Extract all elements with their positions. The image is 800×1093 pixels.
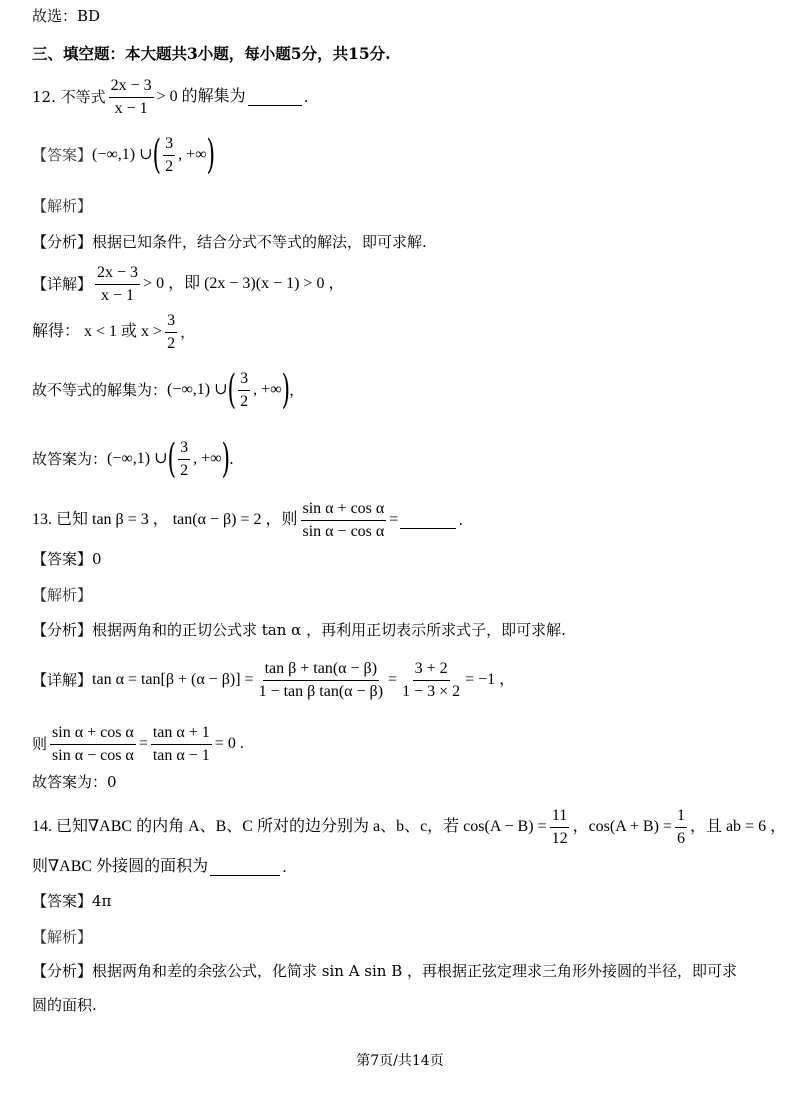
q13-detail-a: tan α = tan[β + (α − β)] = <box>92 671 254 688</box>
frac-den: 2 <box>180 461 189 479</box>
q12-ans-a: (−∞,1) ∪ <box>92 146 153 163</box>
q13-detail-frac2 <box>400 659 462 702</box>
line-prev-answer: 故选：BD <box>32 7 101 25</box>
q12-ans-frac <box>163 134 175 177</box>
q14-prefix: 14. 已知∇ABC 的内角 A、B、C 所对的边分别为 a、b、c，若 cos(A − B) = <box>32 818 547 835</box>
q12-set-frac <box>238 369 250 412</box>
q14-blank <box>210 859 280 876</box>
frac-den: 12 <box>551 829 568 847</box>
frac-num: 3 <box>163 134 175 156</box>
q13-detail-b: = −1 ， <box>465 671 516 688</box>
q13-prefix: 13. 已知 tan β = 3 ， tan(α − β) = 2 ，则 <box>32 511 298 528</box>
q14-answer: 【答案】4π <box>32 892 112 910</box>
q13-then-frac1 <box>50 723 136 766</box>
q12-mid: > 0 的解集为 <box>156 88 246 105</box>
q14-line2 <box>32 857 287 877</box>
q12-detail-b: > 0 ，即 (2x − 3)(x − 1) > 0 ， <box>143 275 345 292</box>
frac-num: 1 <box>675 806 687 828</box>
q12-frac-den: x − 1 <box>114 99 148 117</box>
left-paren-icon: ( <box>167 436 176 482</box>
section-title: 三、填空题：本大题共3小题，每小题5分，共15分. <box>32 44 391 63</box>
page-footer: 第7页/共14页 <box>356 1053 444 1069</box>
q13-then-eq: = <box>138 735 148 752</box>
q12-solve-b: ， <box>180 323 196 341</box>
q13-then-frac2 <box>151 723 212 766</box>
q13-question <box>32 498 463 542</box>
q13-analysis: 【分析】根据两角和的正切公式求 tan α ，再利用正切表示所求式子，即可求解. <box>32 621 566 639</box>
frac-num: 3 <box>165 311 177 333</box>
frac-num: sin α + cos α <box>301 499 387 521</box>
q12-detail <box>32 262 344 306</box>
frac-den: 6 <box>676 829 685 847</box>
detail-label: 【详解】 <box>32 671 93 689</box>
q12-answer <box>32 133 214 177</box>
q14-line2-end: . <box>282 858 287 876</box>
q13-then <box>32 722 244 766</box>
q13-jiexi: 【解析】 <box>32 586 93 604</box>
q13-then-end: = 0 . <box>214 735 244 752</box>
frac-num: tan α + 1 <box>151 723 212 745</box>
q12-question <box>32 77 308 117</box>
q12-fraction <box>109 76 154 119</box>
q12-solve-a: 解得： x < 1 或 x > <box>32 323 163 340</box>
frac-num: sin α + cos α <box>50 723 136 745</box>
q12-final-frac <box>178 438 190 481</box>
q12-frac-num: 2x − 3 <box>109 76 154 98</box>
frac-den: 2 <box>240 392 249 410</box>
q14-analysis-1: 【分析】根据两角和差的余弦公式，化简求 sin A sin B ，再根据正弦定理求三角形外接圆的半径，即可求 <box>32 962 738 980</box>
q14-question <box>32 805 786 849</box>
frac-num: 3 <box>238 369 250 391</box>
frac-den: 2 <box>167 334 176 352</box>
q13-then-label: 则 <box>32 735 48 753</box>
detail-label: 【详解】 <box>32 275 93 293</box>
frac-num: tan β + tan(α − β) <box>263 659 379 681</box>
q13-end: . <box>458 511 464 529</box>
q12-set-b: , +∞ <box>253 381 282 398</box>
q12-final-end: . <box>229 450 234 468</box>
q13-detail-frac1 <box>257 659 385 702</box>
left-paren-icon: ( <box>227 367 236 413</box>
q14-analysis-2: 圆的面积. <box>32 996 97 1014</box>
frac-num: 3 + 2 <box>413 659 450 681</box>
frac-den: sin α − cos α <box>52 746 134 764</box>
q12-jiexi: 【解析】 <box>32 197 93 215</box>
left-paren-icon: ( <box>152 132 161 178</box>
frac-den: sin α − cos α <box>302 522 385 540</box>
q12-solve-frac <box>165 311 177 354</box>
q12-set-end: ， <box>289 381 305 399</box>
q14-end: ，且 ab = 6 ， <box>689 818 787 835</box>
q13-final: 故答案为：0 <box>32 773 117 791</box>
frac-den: x − 1 <box>101 286 135 304</box>
q13-detail-eq: = <box>388 671 398 688</box>
q14-frac2 <box>675 806 687 849</box>
right-paren-icon: ) <box>281 367 290 413</box>
q12-detail-frac <box>95 263 140 306</box>
q13-blank <box>400 512 456 529</box>
q12-ans-b: , +∞ <box>178 146 207 163</box>
q12-blank <box>248 89 302 106</box>
q14-jiexi: 【解析】 <box>32 928 93 946</box>
right-paren-icon: ) <box>206 132 215 178</box>
q14-frac1 <box>550 806 570 849</box>
q12-final <box>32 437 234 481</box>
q12-final-a: 故答案为： <box>32 450 108 468</box>
q12-analysis: 【分析】根据已知条件，结合分式不等式的解法，即可求解. <box>32 233 427 251</box>
q12-prefix: 12. 不等式 <box>32 88 106 106</box>
frac-num: 11 <box>550 806 569 828</box>
right-paren-icon: ) <box>221 436 230 482</box>
frac-den: tan α − 1 <box>152 746 210 764</box>
frac-num: 2x − 3 <box>95 263 140 285</box>
q13-answer: 【答案】0 <box>32 550 102 568</box>
q12-solve <box>32 310 195 354</box>
answer-label: 【答案】 <box>32 146 93 164</box>
q12-set <box>32 368 304 412</box>
q12-set-a: 故不等式的解集为： <box>32 381 168 399</box>
q14-line2-text: 则∇ABC 外接圆的面积为 <box>32 858 209 875</box>
q12-final-interval: (−∞,1) ∪ <box>107 450 168 467</box>
frac-den: 1 − tan β tan(α − β) <box>258 682 384 700</box>
q12-end: . <box>303 88 309 106</box>
q14-mid: ，cos(A + B) = <box>572 818 672 835</box>
q13-fraction <box>301 499 387 542</box>
q12-set-interval: (−∞,1) ∪ <box>167 381 228 398</box>
frac-den: 1 − 3 × 2 <box>402 682 461 700</box>
q13-eq: = <box>389 511 399 528</box>
frac-num: 3 <box>178 438 190 460</box>
q13-detail <box>32 658 515 702</box>
q12-final-b: , +∞ <box>193 450 222 467</box>
frac-den: 2 <box>165 157 174 175</box>
